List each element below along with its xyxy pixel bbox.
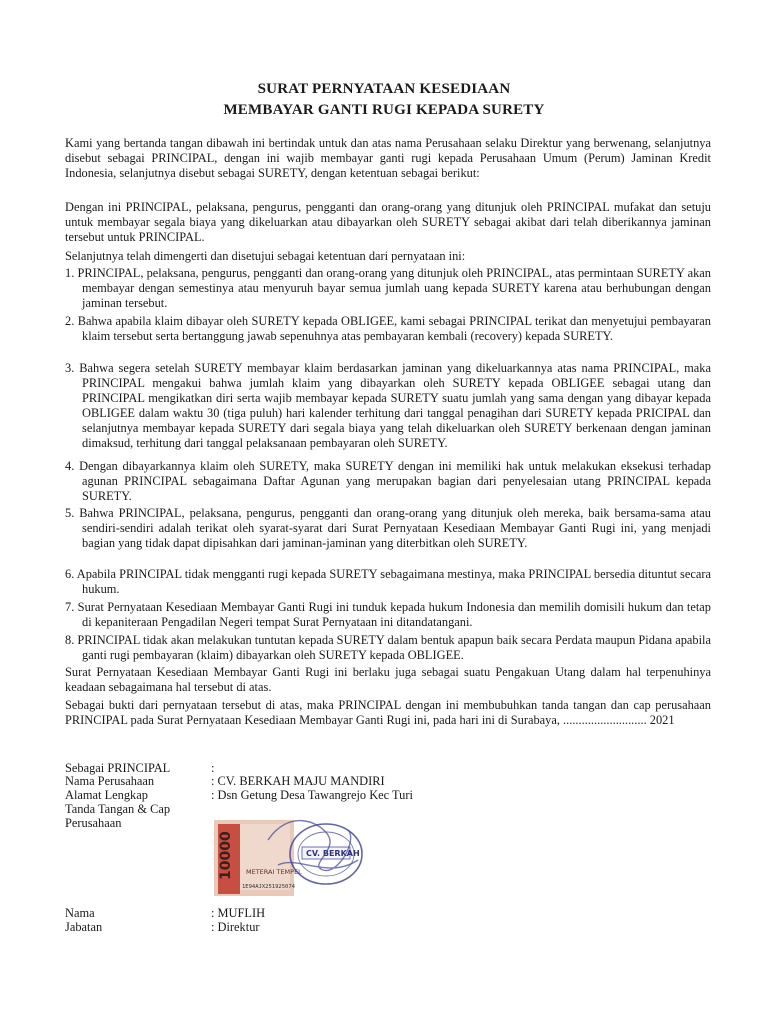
name-value: : MUFLIH (211, 906, 266, 920)
term-item-6 (65, 567, 711, 597)
term-number: 8. (65, 633, 75, 647)
term-text: Surat Pernyataan Kesediaan Membayar Ganti Rugi ini tunduk kepada hukum Indonesia dan memilih domisili hukum dan tetap di kepaniteraan Pengadilan Negeri tempat Surat Pernyataan ini ditandatangani. (77, 600, 711, 629)
principal-value: : (211, 761, 215, 775)
term-number: 2. (65, 314, 75, 328)
address-value: : Dsn Getung Desa Tawangrejo Kec Turi (211, 788, 413, 802)
signature-label-line-1: Tanda Tangan & Cap (65, 802, 171, 816)
term-number: 3. (65, 361, 75, 375)
position-value: : Direktur (211, 920, 260, 934)
meterai-label: METERAI TEMPEL (246, 868, 302, 876)
term-number: 5. (65, 506, 75, 520)
name-label: Nama (65, 906, 95, 920)
term-text: PRINCIPAL, pelaksana, pengurus, pengganti dan orang-orang yang ditunjuk oleh PRINCIPAL, atas permintaan SURETY akan membayar dengan semestinya atau menyuruh bayar semua jumlah uang kepada SURETY karena atau berhubungan dengan jaminan tersebut. (77, 266, 711, 310)
opening-paragraph: Kami yang bertanda tangan dibawah ini bertindak untuk dan atas nama Perusahaan selaku Direktur yang berwenang, selanjutnya disebut sebagai PRINCIPAL, dengan ini wajib membayar ganti rugi kepada Perusahaan Umum (Perum) Jaminan Kredit Indonesia, selanjutnya disebut sebagai SURETY, dengan ketentuan sebagai berikut: (65, 136, 711, 180)
company-stamp-text: CV. BERKAH (306, 849, 360, 858)
terms-intro: Selanjutnya telah dimengerti dan disetujui sebagai ketentuan dari pernyataan ini: (65, 249, 466, 263)
term-item-1 (65, 266, 711, 311)
meterai-denomination: 10000 (218, 831, 234, 880)
term-number: 4. (65, 459, 75, 473)
term-item-3 (65, 361, 711, 451)
term-text: Apabila PRINCIPAL tidak mengganti rugi kepada SURETY sebagaimana mestinya, maka PRINCIPAL bersedia dituntut secara hukum. (76, 567, 711, 596)
closing-paragraph: Sebagai bukti dari pernyataan tersebut di atas, maka PRINCIPAL dengan ini membubuhkan tanda tangan dan cap perusahaan PRINCIPAL pada Surat Pernyataan Kesediaan Membayar Ganti Rugi ini, pada hari ini di Surabaya, ........................... 2021 (65, 698, 711, 727)
term-number: 1. (65, 266, 75, 280)
principal-label: Sebagai PRINCIPAL (65, 761, 171, 775)
term-text: Dengan dibayarkannya klaim oleh SURETY, maka SURETY dengan ini memiliki hak untuk melakukan eksekusi terhadap agunan PRINCIPAL sebagaimana Daftar Agunan yang merupakan bagian dari penyelesaian utang PRINCIPAL kepada SURETY. (79, 459, 711, 503)
signature-label-line-2: Perusahaan (65, 816, 122, 830)
term-item-7 (65, 600, 711, 630)
debt-acknowledgement-paragraph: Surat Pernyataan Kesediaan Membayar Ganti Rugi ini berlaku juga sebagai suatu Pengakuan Utang dalam hal terpenuhinya keadaan sebagaimana hal tersebut di atas. (65, 665, 711, 694)
agreement-paragraph: Dengan ini PRINCIPAL, pelaksana, pengurus, pengganti dan orang-orang yang ditunjuk oleh PRINCIPAL mufakat dan setuju untuk membayar segala biaya yang dikeluarkan atau dibayarkan oleh SURETY sebagai akibat dari telah diberikannya jaminan tersebut untuk PRINCIPAL. (65, 200, 711, 244)
term-text: Bahwa segera setelah SURETY membayar klaim berdasarkan jaminan yang dikeluarkannya atas nama PRINCIPAL, maka PRINCIPAL mengakui bahwa jumlah klaim yang dibayarkan oleh SURETY kepada OBLIGEE sebagai utang dan PRINCIPAL mengikatkan diri serta wajib membayar kepada SURETY suatu jumlah yang sama dengan yang dibayar kepada OBLIGEE dalam waktu 30 (tiga puluh) hari kalender terhitung dari tanggal penagihan dari SURETY kepada PRICIPAL dan selanjutnya membayar kepada SURETY dari segala biaya yang telah dikeluarkan oleh SURETY berkenaan dengan jaminan dimaksud, terhitung dari tanggal pelaksanaan pembayaran oleh SURETY. (79, 361, 711, 450)
title-line-1: SURAT PERNYATAAN KESEDIAAN (257, 81, 511, 97)
term-item-4 (65, 459, 711, 504)
term-text: Bahwa PRINCIPAL, pelaksana, pengurus, pengganti dan orang-orang yang ditunjuk oleh mereka, baik bersama-sama atau sendiri-sendiri adalah terikat oleh syarat-syarat dari Surat Pernyataan Kesediaan Membayar Ganti Rugi ini, yang menjadi bagian yang tidak dapat dipisahkan dari jaminan-jaminan yang diterbitkan oleh SURETY. (79, 506, 711, 550)
address-label: Alamat Lengkap (65, 788, 148, 802)
company-name-value: : CV. BERKAH MAJU MANDIRI (211, 774, 385, 788)
stamp-and-signature-image (208, 810, 384, 896)
term-text: PRINCIPAL tidak akan melakukan tuntutan kepada SURETY dalam bentuk apapun baik secara Perdata maupun Pidana apabila ganti rugi pembayaran (klaim) dibayarkan oleh SURETY kepada OBLIGEE. (77, 633, 711, 662)
term-item-5 (65, 506, 711, 551)
term-item-2 (65, 314, 711, 344)
term-number: 6. (65, 567, 75, 581)
meterai-panel (240, 824, 290, 890)
position-label: Jabatan (65, 920, 103, 934)
term-text: Bahwa apabila klaim dibayar oleh SURETY kepada OBLIGEE, kami sebagai PRINCIPAL terikat dan menyetujui pembayaran klaim tersebut serta bertanggung jawab sepenuhnya atas pembayaran kembali (recovery) kepada SURETY. (77, 314, 711, 343)
company-name-label: Nama Perusahaan (65, 774, 155, 788)
meterai-serial: 1E94AJX251925074 (242, 884, 295, 890)
term-item-8 (65, 633, 711, 663)
term-number: 7. (65, 600, 75, 614)
title-line-2: MEMBAYAR GANTI RUGI KEPADA SURETY (223, 102, 545, 118)
